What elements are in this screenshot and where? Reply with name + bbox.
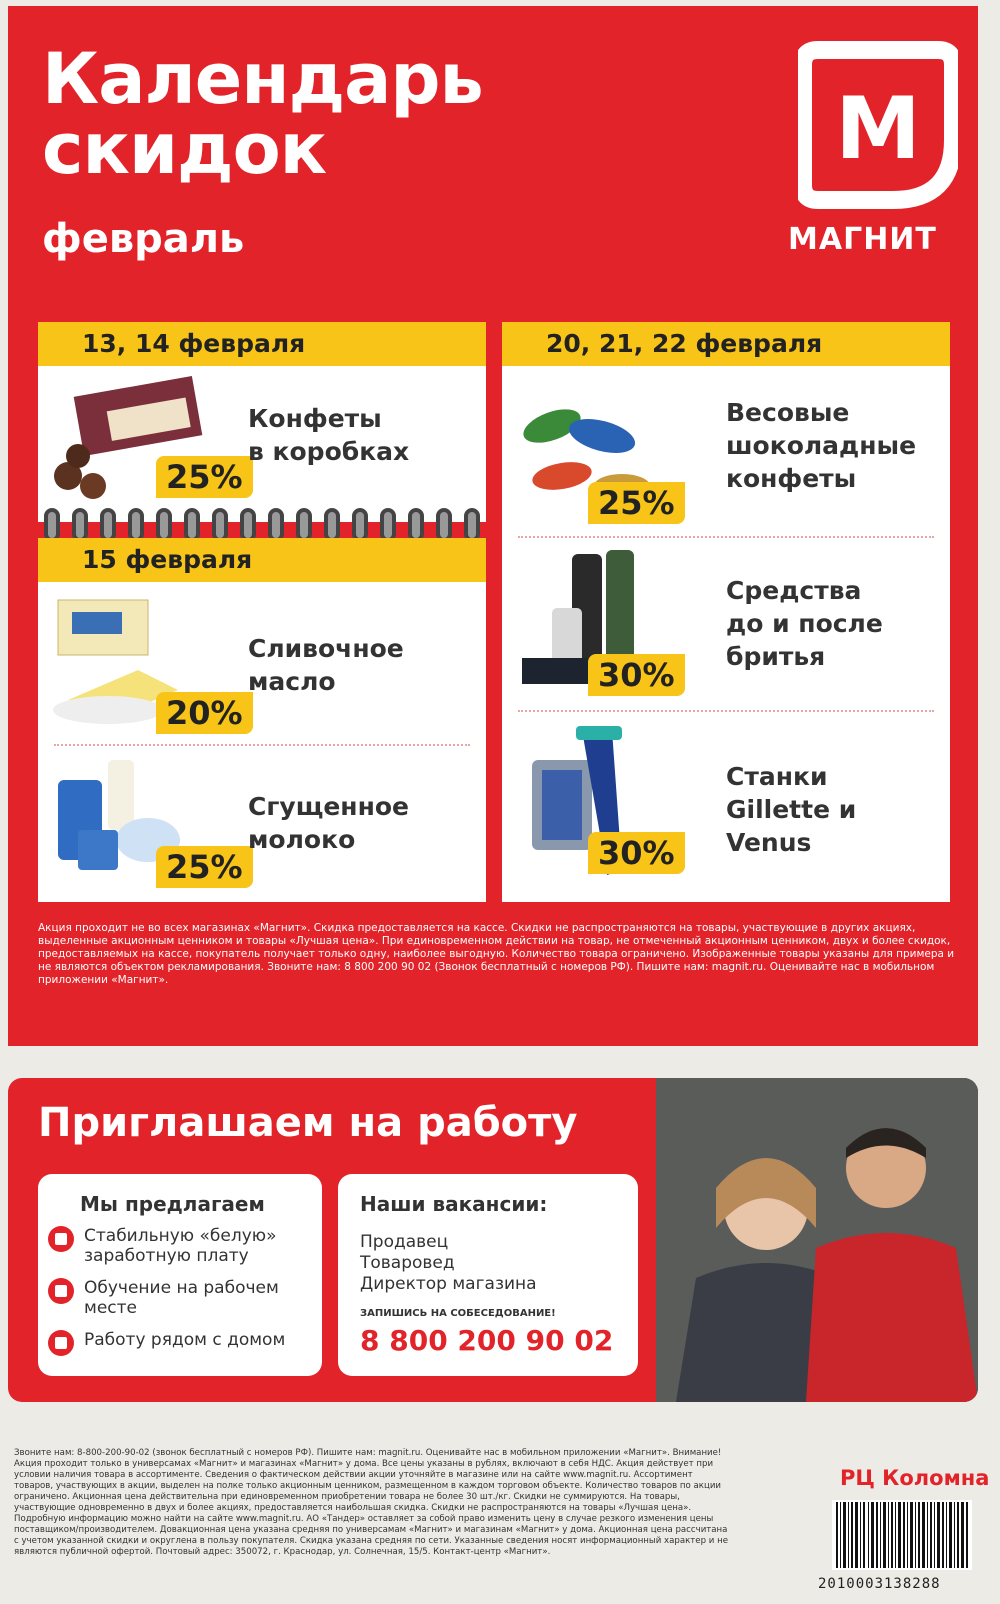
offer-name-line: Сгущенное [248,792,409,821]
offer-name [726,396,916,495]
offer-card [38,1174,322,1376]
vacancies-card [338,1174,638,1376]
spiral-ring [380,508,396,542]
spiral-ring [408,508,424,542]
spiral-ring [156,508,172,542]
offer-name [726,574,883,673]
offer-name [248,402,409,468]
offer-name-line: Gillette и Venus [726,795,857,857]
benefit-label: Работу рядом с домом [84,1330,286,1350]
offer-name-line: Сливочное [248,634,404,663]
vacancies-title: Наши вакансии: [360,1192,548,1216]
offer-item [38,366,486,522]
barcode-icon [832,1500,972,1570]
vacancies-list [360,1232,537,1295]
spiral-ring [352,508,368,542]
discount-badge: 25% [588,482,685,524]
book-icon [48,1278,74,1304]
employees-photo [656,1078,978,1402]
calendar-grid [38,322,958,902]
calendar-left-column [38,322,486,902]
spiral-ring [436,508,452,542]
promo-disclaimer: Акция проходит не во всех магазинах «Магнит». Скидка предоставляется на кассе. Скидки не распространяются на товары, участвующие в других акциях, выделенные акционным ценником и товары «Лучшая цена». При единовременном действии на товар, не отмеченный акционным ценником, двух и более скидок, предоставляемых на кассе, покупатель получает только одну, наиболее выгодную. Количество товара ограничено. Изображенные товары указаны для примера и не являются объектом рекламирования. Звоните нам: 8 800 200 90 02 (Звонок бесплатный с номеров РФ). Пишите нам: magnit.ru. Оценивайте нас в мобильном приложении «Магнит». [38,922,955,986]
spiral-ring [324,508,340,542]
spiral-ring [240,508,256,542]
phone-number: 8 800 200 90 02 [360,1324,614,1357]
offer-name-line: до и после [726,609,883,638]
benefit-item [48,1330,304,1356]
offer-name [248,632,404,698]
offer-name-line: бритья [726,642,826,671]
offer-item [502,712,950,892]
month-label: февраль [42,216,245,262]
title-line-1: Календарь [42,38,483,120]
discount-badge: 25% [156,456,253,498]
offer-name-line: молоко [248,825,356,854]
spiral-ring [268,508,284,542]
offer-name [726,760,950,859]
vacancy-item: Товаровед [360,1253,455,1273]
discount-badge: 30% [588,832,685,874]
page-title [42,38,483,190]
spiral-ring [72,508,88,542]
offer-item [38,746,486,896]
calendar-right-column [502,322,950,902]
date-bar: 13, 14 февраля [38,322,486,366]
region-label: РЦ Коломна [840,1466,990,1490]
offer-name [248,790,409,856]
benefit-label: Стабильную «белую» заработную плату [84,1226,277,1266]
spiral-ring [464,508,480,542]
discount-badge: 30% [588,654,685,696]
spiral-ring [296,508,312,542]
offer-item [502,366,950,532]
spiral-ring [44,508,60,542]
salary-icon [48,1226,74,1252]
offer-card-title: Мы предлагаем [80,1192,265,1216]
job-title: Приглашаем на работу [38,1100,578,1146]
discount-calendar-section [8,6,978,1046]
offer-name-line: Станки [726,762,828,791]
offer-item [38,582,486,742]
offer-item [502,538,950,708]
job-invite-section [8,1078,978,1402]
spiral-ring [128,508,144,542]
magnit-logo-icon [798,40,958,210]
barcode-number: 2010003138288 [818,1576,941,1592]
panel-13-14-feb [38,322,486,522]
legal-footer: Звоните нам: 8-800-200-90-02 (звонок бесплатный с номеров РФ). Пишите нам: magnit.ru. Оценивайте нас в мобильном приложении «Магнит». Внимание! Акция проходит только в универсамах «Магнит» и магазинах «Магнит» у дома. Все цены указаны в рублях, включают в себя НДС. Акция действует при условии наличия товара в ассортименте. Сведения о фактическом действии акции уточняйте в магазине или на сайте www.magnit.ru. Ассортимент товаров, участвующих в акции, выделен на полке только акционным ценником, размещенном в каждом торговом объекте. Количество товаров по акции ограничено. Акционная цена действительна при единовременном приобретении товара не более 30 шт./кг. Скидки не суммируются. На товары, участвующие одновременно в двух и более акциях, предоставляется наибольшая скидка. Скидки не распространяются на товары «Лучшая цена». Подробную информацию можно найти на сайте www.magnit.ru. АО «Тандер» оставляет за собой право изменить цену в случае резкого изменения цены поставщиком/производителем. Довакционная цена указана средняя по универсамам «Магнит» и магазинам «Магнит» у дома. Акционная цена рассчитана с учетом указанной скидки и округлена в пользу покупателя. Скидка указана средняя по сети. Указанные сведения носят информационный характер и не являются публичной офертой. Почтовый адрес: 350072, г. Краснодар, ул. Солнечная, 15/5. Контакт-центр «Магнит». [14,1448,728,1557]
spiral-ring [184,508,200,542]
benefit-item [48,1226,304,1266]
vacancy-item: Директор магазина [360,1274,537,1294]
offer-name-line: шоколадные [726,431,917,460]
offer-name-line: Средства [726,576,862,605]
benefit-label: Обучение на рабочем месте [84,1278,279,1318]
offer-name-line: Весовые [726,398,850,427]
date-bar: 20, 21, 22 февраля [502,322,950,366]
signup-label: ЗАПИШИСЬ НА СОБЕСЕДОВАНИЕ! [360,1308,556,1319]
discount-badge: 25% [156,846,253,888]
discount-badge: 20% [156,692,253,734]
offer-name-line: в коробках [248,437,410,466]
benefit-item [48,1278,304,1318]
brand-name: МАГНИТ [788,222,937,257]
home-icon [48,1330,74,1356]
offer-name-line: конфеты [726,464,857,493]
logo-letter: М [835,79,921,179]
spiral-ring [100,508,116,542]
offer-name-line: масло [248,667,336,696]
spiral-ring [212,508,228,542]
date-bar: 15 февраля [38,538,486,582]
vacancy-item: Продавец [360,1232,449,1252]
offer-name-line: Конфеты [248,404,382,433]
title-line-2: скидок [42,108,327,190]
panel-15-feb [38,538,486,902]
